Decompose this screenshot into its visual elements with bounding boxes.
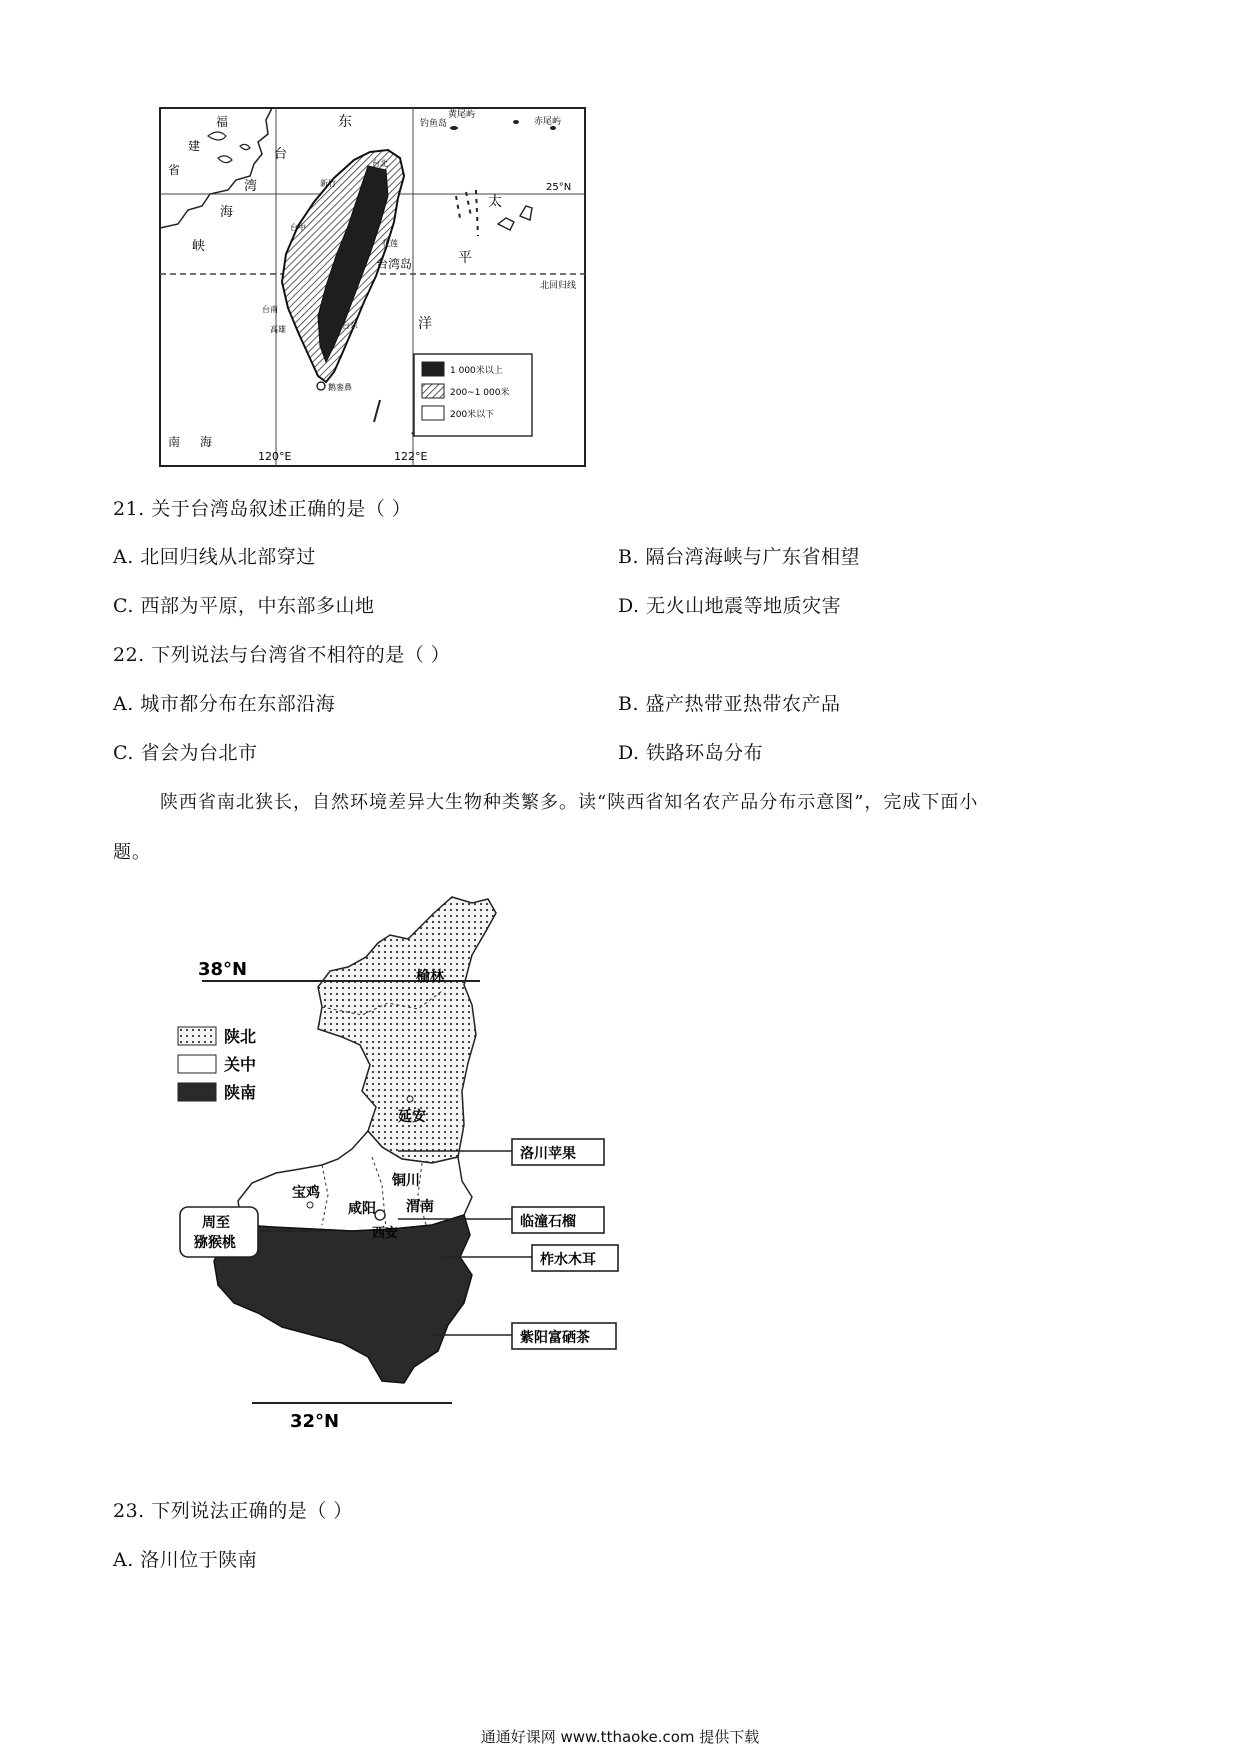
- legend-low: 200米以下: [450, 410, 495, 420]
- city-xianyang: 咸阳: [348, 1201, 376, 1217]
- label-strait-3: 海: [220, 205, 234, 220]
- city-baoji: 宝鸡: [292, 1185, 320, 1201]
- legend-shannan: 陕南: [224, 1083, 257, 1102]
- q21-stem: 21. 关于台湾岛叙述正确的是（ ）: [113, 498, 412, 520]
- shaanxi-map: [172, 895, 642, 1490]
- intro-line-2: 题。: [113, 842, 151, 863]
- label-122e: 122°E: [394, 450, 428, 463]
- label-chiwei: 赤尾屿: [534, 117, 562, 127]
- legend-mid: 200~1 000米: [450, 388, 510, 398]
- q21-option-a[interactable]: A. 北回归线从北部穿过: [113, 546, 316, 568]
- label-tropic: 北回归线: [540, 281, 577, 291]
- city-yulin: 榆林: [416, 969, 444, 985]
- map1-legend: [414, 354, 532, 436]
- label-120e: 120°E: [258, 450, 292, 463]
- product-zhouzhi-1: 周至: [202, 1215, 230, 1231]
- map2-legend: [178, 1027, 256, 1102]
- legend-high: 1 000米以上: [450, 366, 503, 376]
- label-32n: 32°N: [290, 1411, 340, 1432]
- city-xinzhu: 新竹: [320, 179, 336, 188]
- label-pacific-3: 洋: [418, 316, 432, 332]
- q21-option-d[interactable]: D. 无火山地震等地质灾害: [618, 595, 842, 617]
- city-yanan: 延安: [398, 1109, 426, 1125]
- label-pacific-2: 平: [458, 250, 472, 266]
- legend-shanbei: 陕北: [224, 1027, 257, 1046]
- label-strait-2: 湾: [244, 179, 258, 194]
- product-lintong: 临潼石榴: [520, 1214, 576, 1230]
- city-taidong: 台东: [342, 321, 358, 330]
- label-eluanbi: 鹅銮鼻: [328, 383, 352, 392]
- label-taiwan-island: 台湾岛: [376, 257, 413, 271]
- label-huangwei: 黄尾屿: [448, 110, 476, 120]
- label-nanhai-1: 南: [168, 435, 181, 449]
- q22-option-b[interactable]: B. 盛产热带亚热带农产品: [618, 693, 841, 715]
- city-xian: 西安: [372, 1226, 399, 1241]
- label-strait-1: 台: [274, 147, 288, 162]
- product-luochuan: 洛川苹果: [520, 1146, 576, 1162]
- product-zhouzhi-2: 猕猴桃: [194, 1235, 236, 1251]
- label-fujian-3: 省: [168, 163, 181, 177]
- label-pacific-1: 太: [488, 194, 502, 210]
- label-fujian-1: 福: [216, 115, 229, 129]
- q22-option-d[interactable]: D. 铁路环岛分布: [618, 742, 764, 764]
- q22-stem: 22. 下列说法与台湾省不相符的是（ ）: [113, 644, 451, 666]
- city-hualian: 花莲: [382, 239, 398, 248]
- city-taibei: 台北: [372, 159, 388, 168]
- label-38n: 38°N: [198, 959, 248, 980]
- label-nanhai-2: 海: [200, 435, 213, 449]
- label-donghai: 东: [338, 114, 352, 130]
- label-25n: 25°N: [546, 182, 572, 193]
- city-tongchuan: 铜川: [392, 1173, 420, 1189]
- intro-line-1: 陕西省南北狭长，自然环境差异大生物种类繁多。读“陕西省知名农产品分布示意图”，完成下面小: [160, 792, 979, 813]
- label-fujian-2: 建: [188, 139, 201, 153]
- q23-stem: 23. 下列说法正确的是（ ）: [113, 1500, 353, 1522]
- city-tainan: 台南: [262, 305, 278, 314]
- label-strait-4: 峡: [192, 239, 206, 254]
- city-gaoxiong: 高雄: [270, 325, 286, 334]
- legend-guanzhong: 关中: [224, 1055, 257, 1074]
- product-ziyang: 紫阳富硒茶: [520, 1330, 590, 1346]
- label-diaoyu: 钓鱼岛: [420, 119, 448, 129]
- product-zhashui: 柞水木耳: [540, 1252, 596, 1268]
- q23-option-a[interactable]: A. 洛川位于陕南: [113, 1549, 258, 1571]
- q21-option-b[interactable]: B. 隔台湾海峡与广东省相望: [618, 546, 861, 568]
- callout-ziyang: [432, 1323, 616, 1349]
- page-footer: 通通好课网 www.tthaoke.com 提供下载: [480, 1728, 760, 1746]
- q22-option-c[interactable]: C. 省会为台北市: [113, 742, 258, 764]
- taiwan-map: [158, 106, 588, 468]
- q21-option-c[interactable]: C. 西部为平原，中东部多山地: [113, 595, 375, 617]
- callout-zhashui: [442, 1245, 618, 1271]
- city-taizhong: 台中: [290, 223, 306, 232]
- q22-option-a[interactable]: A. 城市都分布在东部沿海: [113, 693, 336, 715]
- city-weinan: 渭南: [406, 1199, 434, 1215]
